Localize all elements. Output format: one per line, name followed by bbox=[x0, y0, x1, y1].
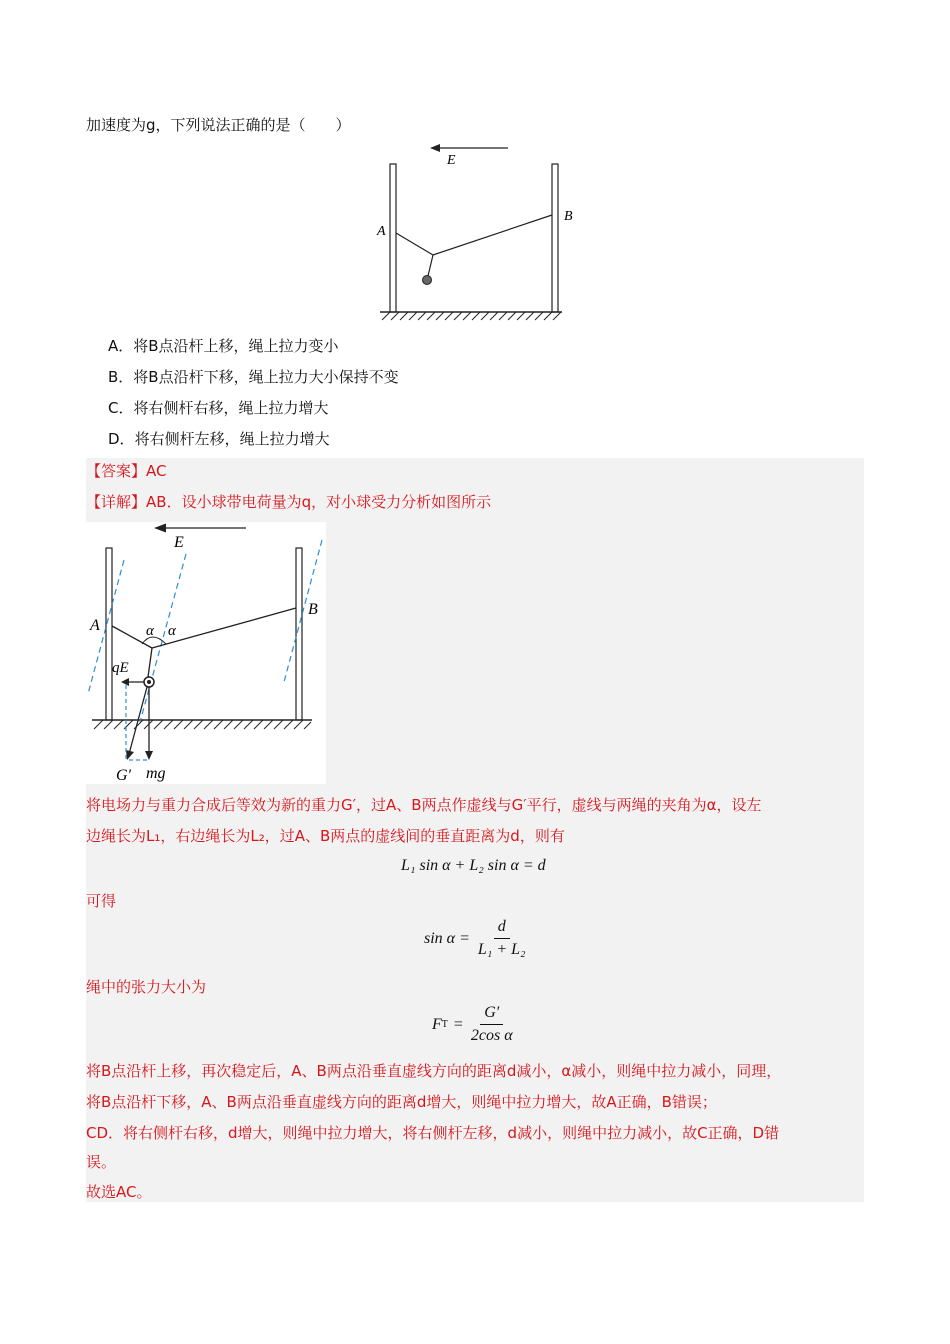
force-mg-arrow bbox=[145, 687, 153, 760]
label-alpha-left: α bbox=[146, 623, 154, 639]
detail-tag: 【详解】 bbox=[86, 493, 147, 511]
equation-2 bbox=[424, 918, 530, 959]
eq3-numerator: G′ bbox=[480, 1004, 503, 1025]
label-alpha-right: α bbox=[168, 623, 176, 639]
equation-3 bbox=[432, 1004, 517, 1045]
field-arrow-E bbox=[154, 524, 246, 552]
para1-line1: 将电场力与重力合成后等效为新的重力G′，过A、B两点作虚线与G′平行，虚线与两绳的夹角为α，设左 bbox=[86, 796, 762, 814]
label-E: E bbox=[447, 153, 456, 168]
answer-line bbox=[86, 461, 167, 481]
dashed-guide-lines bbox=[88, 540, 322, 722]
para2-line2: 将B点沿杆下移，A、B两点沿垂直虚线方向的距离d增大，则绳中拉力增大，故A正确，B错误； bbox=[86, 1093, 717, 1111]
tension-intro: 绳中的张力大小为 bbox=[86, 978, 207, 996]
figure-rope-ball-field bbox=[372, 140, 573, 326]
option-d-text: 将右侧杆左移，绳上拉力增大 bbox=[134, 430, 330, 448]
para1-line2: 边绳长为L₁，右边绳长为L₂，过A、B两点的虚线间的垂直距离为d，则有 bbox=[86, 827, 565, 845]
rope bbox=[396, 215, 552, 276]
right-pole bbox=[552, 164, 558, 312]
option-b-letter: B． bbox=[108, 368, 134, 386]
label-B: B bbox=[308, 601, 318, 618]
eq2-denominator: L₁ + L₂ bbox=[477, 941, 526, 958]
eq3-denominator: 2cos α bbox=[470, 1027, 513, 1044]
charged-ball bbox=[423, 276, 432, 285]
eq3-equals: = bbox=[453, 1015, 463, 1033]
answer-value: AC bbox=[146, 462, 167, 480]
ground-hatching bbox=[382, 312, 561, 320]
label-E: E bbox=[174, 534, 184, 551]
eq2-numerator: d bbox=[494, 918, 510, 939]
eq2-fraction bbox=[474, 918, 530, 959]
rope bbox=[112, 608, 296, 677]
keyi-label: 可得 bbox=[86, 892, 117, 910]
question-stem: 加速度为g，下列说法正确的是（ ） bbox=[86, 116, 351, 134]
conclusion: 故选AC。 bbox=[86, 1183, 152, 1201]
option-d[interactable] bbox=[108, 429, 330, 449]
option-a[interactable] bbox=[108, 336, 339, 356]
figure-force-analysis bbox=[86, 522, 326, 784]
label-qE: qE bbox=[112, 660, 129, 676]
para3-line1: CD．将右侧杆右移，d增大，则绳中拉力增大，将右侧杆左移，d减小，则绳中拉力减小，故C正确，D错 bbox=[86, 1124, 780, 1142]
left-pole bbox=[106, 548, 112, 720]
eq2-lhs: sin α = bbox=[424, 929, 470, 947]
option-b-text: 将B点沿杆下移，绳上拉力大小保持不变 bbox=[133, 368, 399, 386]
option-c-text: 将右侧杆右移，绳上拉力增大 bbox=[133, 399, 329, 417]
option-c[interactable] bbox=[108, 398, 329, 418]
label-mg: mg bbox=[146, 765, 166, 782]
eq3-subscript: T bbox=[441, 1019, 448, 1030]
option-d-letter: D． bbox=[108, 430, 135, 448]
right-pole bbox=[296, 548, 302, 720]
force-qE-arrow bbox=[121, 678, 144, 686]
option-c-letter: C． bbox=[108, 399, 134, 417]
equation-1: L₁ sin α + L₂ sin α = d bbox=[401, 857, 546, 874]
answer-tag: 【答案】 bbox=[86, 462, 147, 480]
detail-intro: AB．设小球带电荷量为q，对小球受力分析如图所示 bbox=[146, 493, 492, 511]
label-A: A bbox=[377, 224, 386, 239]
para3-line2: 误。 bbox=[86, 1153, 117, 1171]
option-a-letter: A． bbox=[108, 337, 134, 355]
label-A: A bbox=[90, 617, 100, 634]
para2-line1: 将B点沿杆上移，再次稳定后，A、B两点沿垂直虚线方向的距离d减小，α减小，则绳中拉力减小，同理， bbox=[86, 1062, 782, 1080]
field-arrow-E bbox=[430, 144, 508, 168]
option-b[interactable] bbox=[108, 367, 399, 387]
eq3-lhs: F bbox=[432, 1015, 442, 1033]
eq3-fraction bbox=[467, 1004, 517, 1045]
ball-center bbox=[147, 680, 151, 684]
detail-intro-line bbox=[86, 492, 491, 512]
label-G-prime: G′ bbox=[116, 767, 132, 784]
left-pole bbox=[390, 164, 396, 312]
label-B: B bbox=[564, 209, 573, 224]
option-a-text: 将B点沿杆上移，绳上拉力变小 bbox=[133, 337, 339, 355]
